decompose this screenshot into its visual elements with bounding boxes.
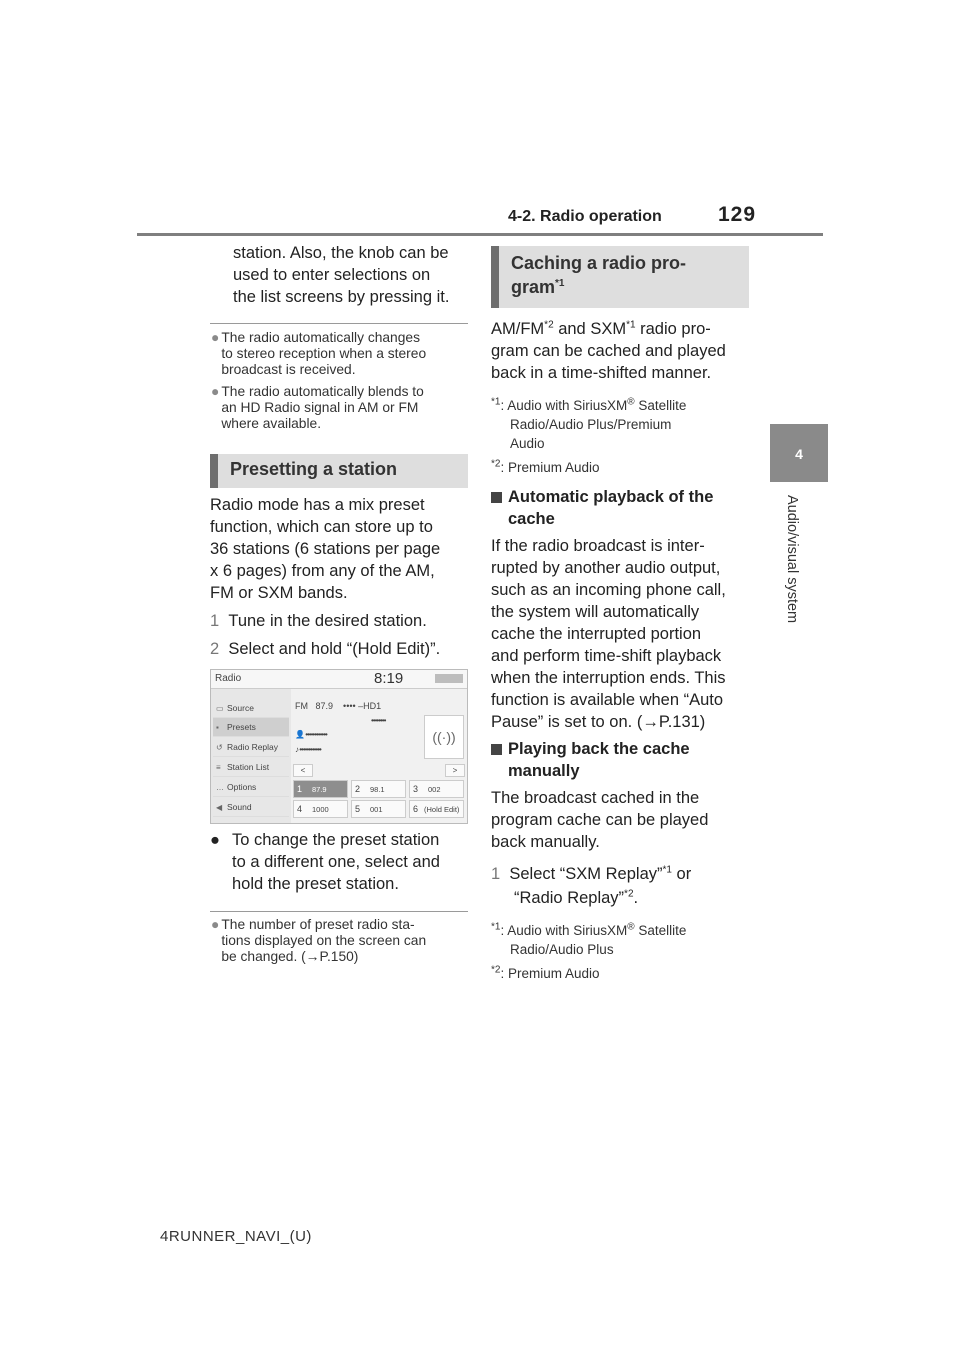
note-rule xyxy=(210,911,468,912)
chapter-number: 4 xyxy=(795,446,803,462)
footnote-3: $^{*1}$: Audio with SiriusXM® Satellite Radio/Audio Plus xyxy=(491,921,687,957)
radio-screenshot xyxy=(210,669,468,824)
presets-icon: ▪ xyxy=(216,723,219,732)
menu-options[interactable]: … Options xyxy=(213,778,289,797)
header-rule xyxy=(137,233,823,236)
footnote-4: $^{*2}$: Premium Audio xyxy=(491,964,600,981)
step-2: 2 Select and hold “(Hold Edit)”. xyxy=(210,640,441,658)
footnote-2: $^{*2}$: Premium Audio xyxy=(491,458,600,475)
subheading-playing-back-cache: Playing back the cache manually xyxy=(491,738,690,782)
preset-bullet: ● To change the preset station to a different one, select and hold the preset station. xyxy=(210,831,440,893)
bullet-icon: ● xyxy=(210,831,220,849)
automatic-playback-paragraph: If the radio broadcast is inter- rupted by another audio output, such as an incoming phone call, the system will automatically cache the interrupted portion and perform time-shift playback when the interruption ends. This function is available when “Auto Pause” is set to on. (→P.131) xyxy=(491,537,726,731)
next-page-button[interactable]: > xyxy=(445,764,465,777)
intro-text: station. Also, the knob can be used to enter selections on the list screens by pressing it. xyxy=(233,244,450,306)
note-preset-count: ● The number of preset radio sta- tions displayed on the screen can be changed. (→P.150) xyxy=(211,917,427,964)
menu-presets[interactable]: ▪ Presets xyxy=(213,718,289,737)
square-bullet-icon xyxy=(491,744,502,755)
source-icon: ▭ xyxy=(216,704,224,713)
chapter-label: Audio/visual system xyxy=(784,495,800,624)
subheading-automatic-playback: Automatic playback of the cache xyxy=(491,486,713,530)
preset-1[interactable]: 1 87.9 xyxy=(293,780,348,798)
preset-3[interactable]: 3 002 xyxy=(409,780,464,798)
screen-topbar xyxy=(211,670,467,689)
preset-4[interactable]: 4 1000 xyxy=(293,800,348,818)
page-number: 129 xyxy=(718,203,757,226)
note-list: ● The radio automatically changes to stereo reception when a stereo broadcast is received. ● The radio automatically blends to an HD Radio signal in AM or FM where available. xyxy=(211,330,427,431)
prev-page-button[interactable]: < xyxy=(293,764,313,777)
square-bullet-icon xyxy=(491,492,502,503)
speaker-icon: ◀ xyxy=(216,803,223,812)
playing-back-paragraph: The broadcast cached in the program cache can be played back manually. xyxy=(491,789,709,851)
replay-icon: ↺ xyxy=(216,743,223,752)
bullet-icon: ● xyxy=(211,917,220,932)
caching-intro: AM/FM$^{*2}$ and SXM$^{*1}$ radio pro- gram can be cached and played back in a time-shifted manner. xyxy=(491,319,726,382)
preset-6-hold-edit[interactable]: 6 (Hold Edit) xyxy=(409,800,464,818)
section-title: 4-2. Radio operation xyxy=(508,208,662,225)
bullet-icon: ● xyxy=(211,384,220,399)
preset-5[interactable]: 5 001 xyxy=(351,800,406,818)
screen-title: Radio xyxy=(215,673,242,684)
section-heading-caching: Caching a radio pro- gram$^{*1}$ xyxy=(491,246,749,308)
menu-radio-replay[interactable]: ↺ Radio Replay xyxy=(213,738,289,757)
antenna-icon: ((·)) xyxy=(424,715,464,759)
artist-dots: 👤 •••••••••••• xyxy=(295,730,327,739)
step-1: 1 Tune in the desired station. xyxy=(210,612,427,630)
section-heading-presetting: Presetting a station xyxy=(210,454,468,488)
preset-paragraph: Radio mode has a mix preset function, which can store up to 36 stations (6 stations per page x 6 pages) from any of the AM, FM or SXM bands. 1 Tune in the desired station. 2 Select and hold “(Hold Edit)”. xyxy=(210,496,441,658)
song-dots: ♪ •••••••••••• xyxy=(295,745,321,754)
screen-clock: 8:19 xyxy=(374,670,404,687)
signal-icon xyxy=(435,674,463,683)
bullet-icon: ● xyxy=(211,330,220,345)
footnote-1: $^{*1}$: Audio with SiriusXM® Satellite Radio/Audio Plus/Premium Audio xyxy=(491,396,687,451)
step-select-replay: 1 Select “SXM Replay”$^{*1}$ or “Radio Replay”$^{*2}$. xyxy=(491,864,692,907)
note-rule xyxy=(210,323,468,324)
station-name-dots: •••••••• xyxy=(371,716,386,725)
menu-station-list[interactable]: ≡ Station List xyxy=(213,758,289,777)
station-info: FM 87.9 •••• –HD1 xyxy=(295,701,382,711)
document-footer: 4RUNNER_NAVI_(U) xyxy=(160,1228,312,1245)
menu-source[interactable]: ▭ Source xyxy=(213,699,289,718)
preset-2[interactable]: 2 98.1 xyxy=(351,780,406,798)
options-icon: … xyxy=(216,783,224,792)
list-icon: ≡ xyxy=(216,763,221,772)
menu-sound[interactable]: ◀ Sound xyxy=(213,798,289,817)
